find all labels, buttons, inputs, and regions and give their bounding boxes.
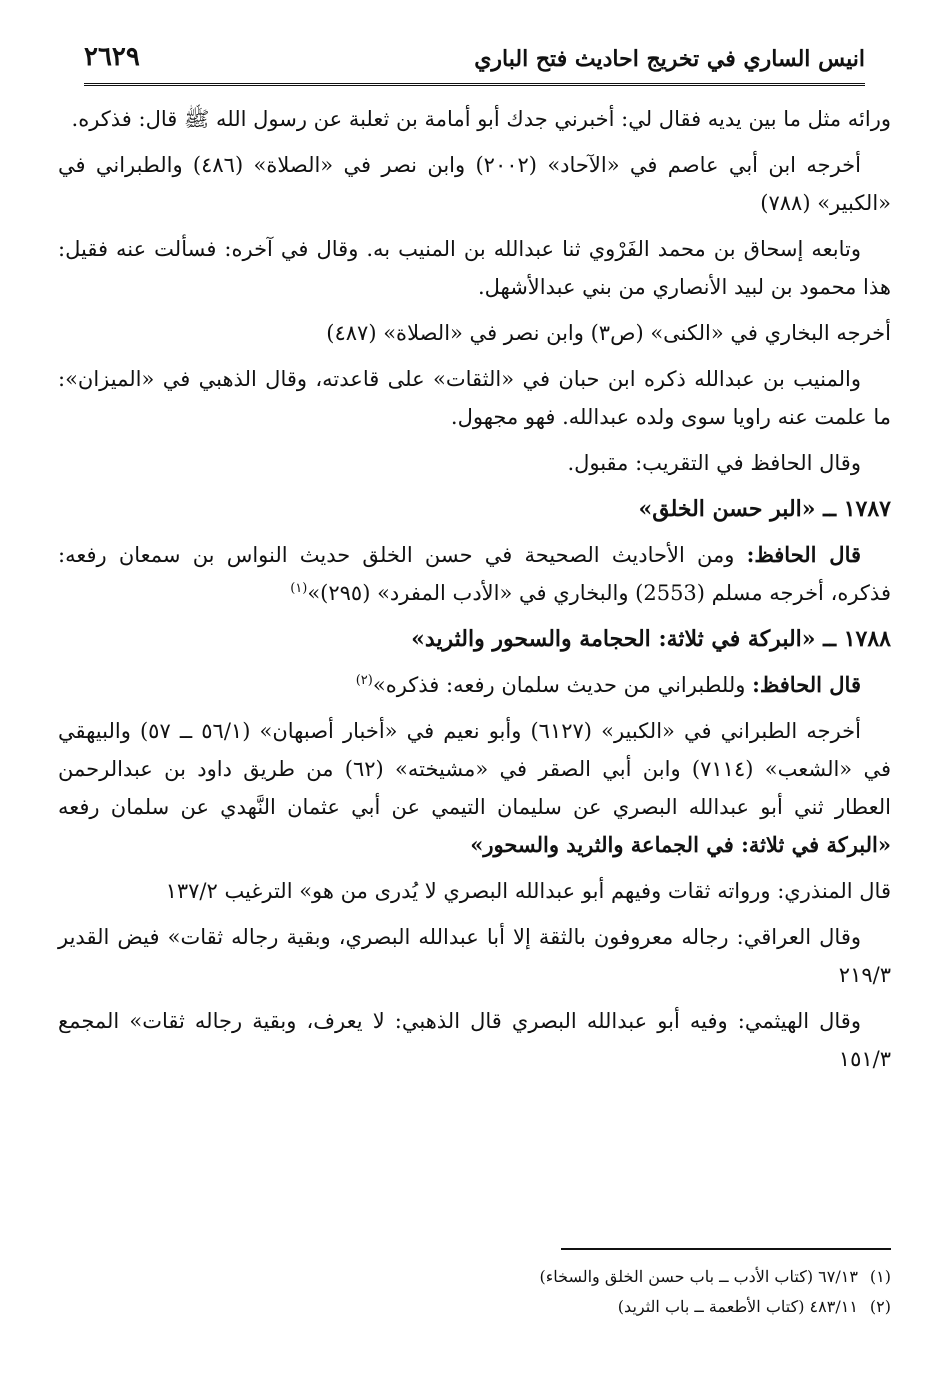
paragraph xyxy=(58,712,891,864)
paragraph: وقال الهيثمي: وفيه أبو عبدالله البصري قال الذهبي: لا يعرف، وبقية رجاله ثقات» المجمع ١٥١/٣ xyxy=(58,1009,891,1071)
speaker-label: قال الحافظ: xyxy=(746,542,862,567)
paragraph: والمنيب بن عبدالله ذكره ابن حبان في «الثقات» على قاعدته، وقال الذهبي في «الميزان»: ما علمت عنه راويا سوى ولده عبدالله. فهو مجهول. xyxy=(58,367,891,429)
footnote-ref[interactable]: (١) xyxy=(290,581,308,596)
footnote xyxy=(58,1262,891,1292)
page-header xyxy=(84,38,865,78)
header-divider xyxy=(84,83,865,86)
footnote-divider xyxy=(561,1248,891,1250)
paragraph: وتابعه إسحاق بن محمد الفَرْوي ثنا عبدالله بن المنيب به. وقال في آخره: فسألت عنه فقيل: هذا محمود بن لبيد الأنصاري من بني عبدالأشهل. xyxy=(58,237,891,299)
speaker-label: قال الحافظ: xyxy=(752,672,861,697)
paragraph: أخرجه البخاري في «الكنى» (ص٣) وابن نصر في «الصلاة» (٤٨٧) xyxy=(326,321,891,345)
footnote-text: ٤٨٣/١١ (كتاب الأطعمة ــ باب الثريد) xyxy=(617,1297,858,1316)
paragraph xyxy=(58,536,891,612)
footnote-ref[interactable]: (٢) xyxy=(355,673,373,688)
hadith-heading-1787: ١٧٨٧ ــ «البر حسن الخلق» xyxy=(638,496,891,522)
paragraph: قال المنذري: ورواته ثقات وفيهم أبو عبدالله البصري لا يُدرى من هو» الترغيب ١٣٧/٢ xyxy=(165,879,891,903)
paragraph: وقال العراقي: رجاله معروفون بالثقة إلا أبا عبدالله البصري، وبقية رجاله ثقات» فيض القدير ٢١٩/٣ xyxy=(58,925,891,987)
hadith-text: «البركة في ثلاثة: في الجماعة والثريد والسحور» xyxy=(470,832,891,857)
footnote-number: (١) xyxy=(869,1267,891,1286)
paragraph-text: أخرجه الطبراني في «الكبير» (٦١٢٧) وأبو نعيم في «أخبار أصبهان» (٥٦/١ ــ ٥٧) والبيهقي في «الشعب» (٧١١٤) وابن أبي الصقر في «مشيخته» (٦٢) من طريق داود بن عبدالرحمن العطار ثني أبو عبدالله البصري عن سليمان التيمي عن أبي عثمان النَّهدي عن سلمان رفعه xyxy=(58,719,891,819)
footnote-text: ٦٧/١٣ (كتاب الأدب ــ باب حسن الخلق والسخاء) xyxy=(539,1267,858,1286)
page-number: ٢٦٢٩ xyxy=(84,42,140,72)
paragraph: وقال الحافظ في التقريب: مقبول. xyxy=(567,451,861,475)
paragraph-text: ومن الأحاديث الصحيحة في حسن الخلق حديث النواس بن سمعان رفعه: فذكره، أخرجه مسلم (2553) والبخاري في «الأدب المفرد» (٢٩٥)» xyxy=(58,543,891,605)
footnote-number: (٢) xyxy=(869,1297,891,1316)
paragraph xyxy=(58,666,891,704)
running-title: انيس الساري في تخريج احاديث فتح الباري xyxy=(474,46,865,72)
paragraph: ورائه مثل ما بين يديه فقال لي: أخبرني جدك أبو أمامة بن ثعلبة عن رسول الله ﷺ قال: فذكره. xyxy=(71,107,891,131)
hadith-heading-1788: ١٧٨٨ ــ «البركة في ثلاثة: الحجامة والسحور والثريد» xyxy=(411,626,891,652)
page-body xyxy=(58,100,891,1086)
paragraph: أخرجه ابن أبي عاصم في «الآحاد» (٢٠٠٢) وابن نصر في «الصلاة» (٤٨٦) والطبراني في «الكبير» (٧٨٨) xyxy=(58,153,891,215)
paragraph-text: وللطبراني من حديث سلمان رفعه: فذكره» xyxy=(372,673,753,697)
footnote xyxy=(58,1292,891,1322)
footnotes xyxy=(58,1262,891,1322)
